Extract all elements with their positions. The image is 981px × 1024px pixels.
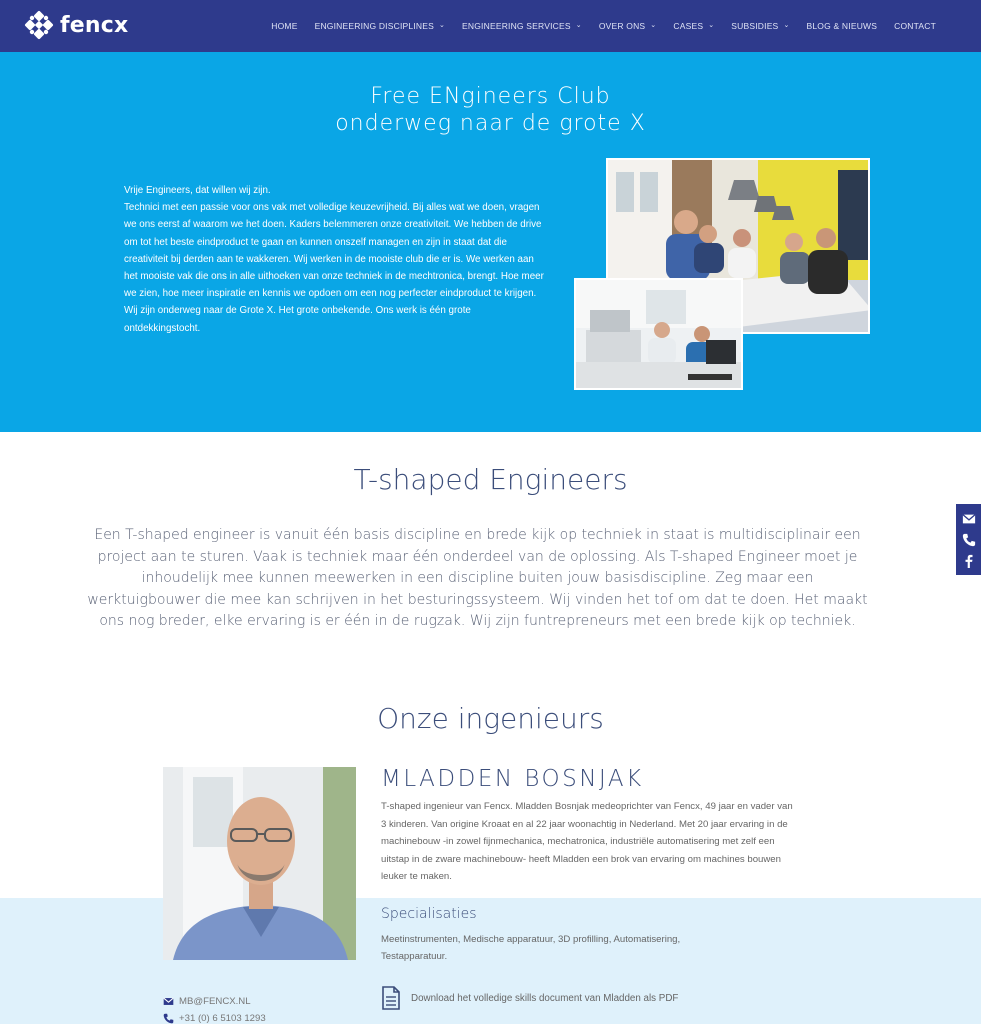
phone-icon (163, 1013, 174, 1024)
hero-title-line1: Free ENgineers Club (370, 84, 611, 109)
phone-icon[interactable] (962, 533, 976, 547)
envelope-icon (163, 996, 174, 1007)
hero-intro: Vrije Engineers, dat willen wij zijn. (124, 185, 271, 196)
engineer-email[interactable] (163, 996, 251, 1007)
nav-label: OVER ONS (598, 21, 646, 31)
download-skills-pdf-link[interactable] (381, 986, 678, 1010)
document-icon (381, 986, 401, 1010)
hero-body: Technici met een passie voor ons vak met volledige keuzevrijheid. Bij alles wat we doen, vragen we ons eerst af waarom we het doen. Kaders belemmeren onze creativiteit. We hebben de drive om tot het beste eindproduct te gaan en kunnen onszelf managen en zijn in staat dat die creativiteit bij derden aan te wakkeren. Wij werken in de mooiste club die er is. We werken aan het mooiste vak die ons in alle uithoeken van onze techniek in de mechtronica, brengt. Hoe meer we zien, hoe meer inspiratie en kennis we opdoen om een nog perfecter eindproduct te krijgen. Wij zijn onderweg naar de Grote X. Het grote onbekende. Ons werk is één grote ontdekkingstocht. (124, 202, 544, 334)
chevron-down-icon: ⌄ (783, 22, 790, 29)
hero-text (124, 182, 544, 337)
engineer-phone[interactable] (163, 1013, 266, 1024)
logo[interactable] (24, 10, 128, 40)
engineer-portrait (163, 767, 356, 960)
facebook-icon[interactable] (962, 554, 976, 568)
engineer-name: MLADDEN BOSNJAK (381, 766, 644, 792)
chevron-down-icon: ⌄ (575, 22, 582, 29)
nav-label: CASES (673, 21, 704, 31)
phone-text: +31 (0) 6 5103 1293 (179, 1013, 266, 1024)
nav-label: HOME (271, 21, 298, 31)
tshaped-text: Een T-shaped engineer is vanuit één basis discipline en brede kijk op techniek in staat is multidisciplinair een project aan te sturen. Vaak is techniek maar één onderdeel van de oplossing. Als T-shaped Engineer moet je inhoudelijk mee kunnen meewerken in een discipline buiten jouw basisdiscipline. Zeg maar een werktuigbouwer die mee kan schrijven in het besturingssysteem. Wij vinden het tof om dat te doen. Het maakt ons nog breder, elke ervaring is er één in de rugzak. Wij zijn funtrepreneurs met een brede kijk op techniek. (87, 527, 868, 629)
nav-label: CONTACT (894, 21, 936, 31)
nav-label: ENGINEERING SERVICES (462, 21, 571, 31)
chevron-down-icon: ⌄ (650, 22, 657, 29)
hero-title-line2: onderweg naar de grote X (335, 111, 646, 136)
tshaped-title: T-shaped Engineers (353, 463, 628, 496)
specialisations-heading: Specialisaties (381, 906, 477, 922)
main-menu (254, 0, 936, 52)
nav-item-blog-nieuws[interactable] (807, 21, 878, 31)
chevron-down-icon: ⌄ (438, 22, 446, 29)
hero-section (0, 52, 981, 432)
nav-label: ENGINEERING DISCIPLINES (314, 21, 434, 31)
floating-contact-tab (956, 504, 981, 575)
engineers-title: Onze ingenieurs (377, 702, 604, 735)
nav-item-subsidies[interactable] (731, 21, 789, 31)
email-text: MB@FENCX.NL (179, 996, 251, 1007)
chevron-down-icon: ⌄ (708, 22, 715, 29)
top-navbar (0, 0, 981, 52)
nav-item-engineering-services[interactable] (462, 21, 582, 31)
portrait-illustration (163, 767, 356, 960)
pdf-link-text: Download het volledige skills document van Mladden als PDF (411, 992, 679, 1004)
logo-mark-icon (24, 10, 54, 40)
nav-label: BLOG & NIEUWS (806, 21, 878, 31)
nav-item-over-ons[interactable] (599, 21, 657, 31)
nav-item-contact[interactable] (894, 21, 936, 31)
nav-label: SUBSIDIES (731, 21, 779, 31)
engineer-bio: T-shaped ingenieur van Fencx. Mladden Bosnjak medeoprichter van Fencx, 49 jaar en vader van 3 kinderen. Van origine Kroaat en al 22 jaar woonachtig in Nederland. Met 20 jaar ervaring in de machinebouw -in zowel fijnmechanica, mechatronica, industriële automatisering met zelf een uitstap in de zware machinebouw- heeft Mladden een brok van ervaring om machines bouwen leuker te maken. (381, 801, 793, 883)
specialisations-text: Meetinstrumenten, Medische apparatuur, 3D profilling, Automatisering, Testapparatuur. (381, 934, 681, 963)
envelope-icon[interactable] (962, 512, 976, 526)
nav-item-engineering-disciplines[interactable] (315, 21, 445, 31)
nav-item-home[interactable] (271, 21, 297, 31)
brand-name: fencx (60, 12, 129, 38)
lab-photo-illustration (576, 280, 743, 390)
nav-item-cases[interactable] (673, 21, 714, 31)
lab-photo (574, 278, 743, 390)
